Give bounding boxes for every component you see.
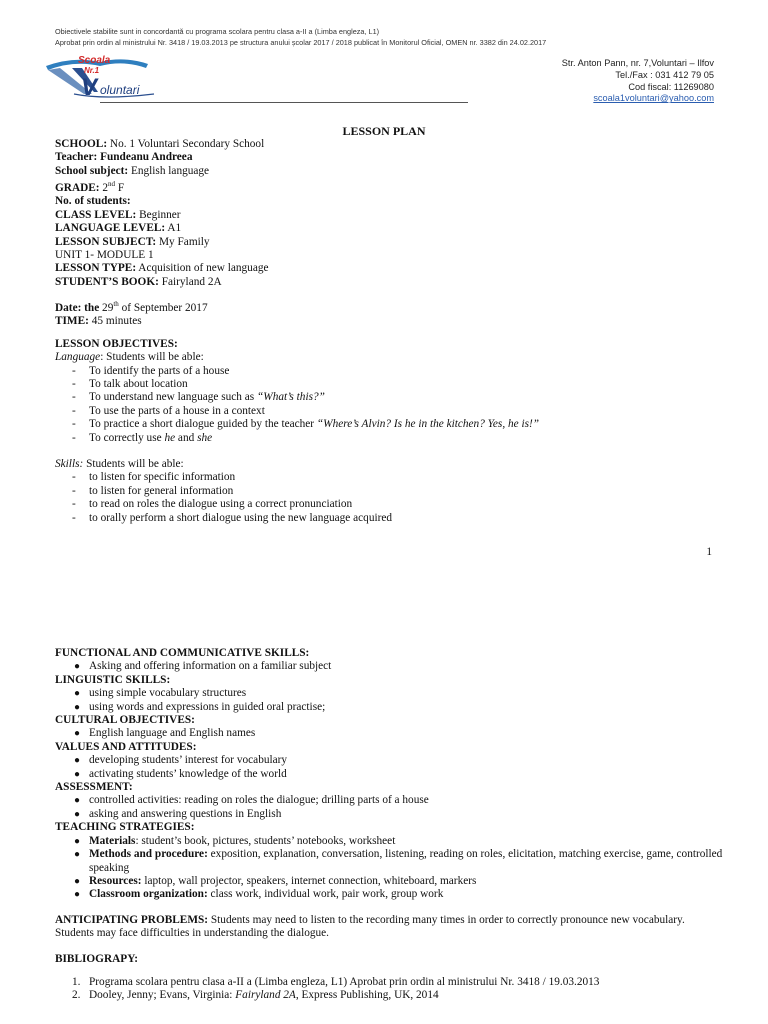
objectives-heading: LESSON OBJECTIVES: bbox=[55, 337, 178, 350]
values-heading: VALUES AND ATTITUDES: bbox=[55, 740, 197, 753]
list-item: 2. Dooley, Jenny; Evans, Virginia: Fairyland 2A, Express Publishing, UK, 2014 bbox=[72, 989, 439, 1002]
lesson-info-section bbox=[55, 138, 725, 525]
list-item: - to orally perform a short dialogue using the new language acquired bbox=[72, 511, 393, 524]
logo-scoala-text: Scoala bbox=[78, 55, 111, 66]
unit-line: UNIT 1- MODULE 1 bbox=[55, 249, 154, 262]
page-number: 1 bbox=[706, 546, 712, 558]
list-item: ● using simple vocabulary structures bbox=[74, 687, 247, 700]
list-item: - to listen for specific information bbox=[72, 471, 236, 484]
lesson-subject-line: LESSON SUBJECT: My Family bbox=[55, 235, 210, 248]
list-item: ● Asking and offering information on a familiar subject bbox=[74, 660, 332, 673]
list-item: - To talk about location bbox=[72, 378, 188, 391]
logo-voluntari-text: oluntari bbox=[100, 83, 140, 97]
grade-line: GRADE: 2nd F bbox=[55, 180, 125, 194]
list-item: ● English language and English names bbox=[74, 727, 256, 740]
list-item: ● asking and answering questions in English bbox=[74, 807, 282, 820]
list-item: - to read on roles the dialogue using a correct pronunciation bbox=[72, 498, 353, 511]
date-line: Date: the 29th of September 2017 bbox=[55, 300, 208, 314]
lesson-type-line: LESSON TYPE: Acquisition of new language bbox=[55, 262, 269, 275]
logo-v-letter: V bbox=[81, 74, 98, 101]
approval-note: Aprobat prin ordin al ministrului Nr. 3418 / 19.03.2013 pe structura anului școlar 2017 / 2018 publicat în Monitorul Oficial, OMEN nr. 3382 din 24.02.2017 bbox=[55, 38, 547, 47]
subject-line: School subject: English language bbox=[55, 164, 210, 177]
skills-section bbox=[55, 647, 725, 1003]
fiscal-code-line: Cod fiscal: 11269080 bbox=[628, 81, 714, 92]
list-item: ● controlled activities: reading on roles the dialogue; drilling parts of a house bbox=[74, 794, 429, 807]
header-divider bbox=[100, 102, 468, 103]
anticipating-problems: ANTICIPATING PROBLEMS: Students may need to listen to the recording many times in order to correctly pronounce new vocabulary. Students may face difficulties in understanding the dialogue. bbox=[55, 913, 685, 940]
teaching-heading: TEACHING STRATEGIES: bbox=[55, 821, 195, 834]
book-line: STUDENT’S BOOK: Fairyland 2A bbox=[55, 275, 222, 288]
list-item: ● developing students’ interest for vocabulary bbox=[74, 754, 288, 767]
address-line: Str. Anton Pann, nr. 7,Voluntari – Ilfov bbox=[561, 58, 714, 68]
curriculum-note: Obiectivele stabilite sunt in concordantă cu programa scolara pentru clasa a-II a (Limba engleza, L1) bbox=[55, 27, 380, 36]
list-item: - To identify the parts of a house bbox=[72, 364, 230, 377]
phone-line: Tel./Fax : 031 412 79 05 bbox=[615, 69, 714, 80]
email-link[interactable]: scoala1voluntari@yahoo.com bbox=[593, 93, 714, 104]
language-intro: Language: Students will be able: bbox=[55, 351, 204, 364]
list-item: ● Resources: laptop, wall projector, speakers, internet connection, whiteboard, markers bbox=[74, 874, 477, 887]
list-item: ● using words and expressions in guided oral practise; bbox=[74, 700, 326, 713]
teacher-line: Teacher: Fundeanu Andreea bbox=[55, 151, 193, 164]
list-item: - To practice a short dialogue guided by the teacher “Where’s Alvin? Is he in the kitchen? Yes, he is!” bbox=[72, 418, 540, 431]
list-item: - To use the parts of a house in a context bbox=[72, 404, 265, 417]
list-item: ● Materials: student’s book, pictures, students’ notebooks, worksheet bbox=[74, 834, 396, 847]
functional-heading: FUNCTIONAL AND COMMUNICATIVE SKILLS: bbox=[55, 647, 310, 659]
language-level-line: LANGUAGE LEVEL: A1 bbox=[55, 222, 182, 235]
time-line: TIME: 45 minutes bbox=[55, 315, 142, 328]
linguistic-heading: LINGUISTIC SKILLS: bbox=[55, 673, 171, 686]
bibliography-heading: BIBLIOGRAPY: bbox=[55, 952, 139, 965]
list-item: - To correctly use he and she bbox=[72, 431, 213, 444]
list-item: 1. Programa scolara pentru clasa a-II a (Limba engleza, L1) Aprobat prin ordin al ministrului Nr. 3418 / 19.03.2013 bbox=[72, 975, 600, 988]
logo-nr-text: Nr.1 bbox=[84, 66, 100, 75]
assessment-heading: ASSESSMENT: bbox=[55, 781, 133, 794]
list-item: ● activating students’ knowledge of the world bbox=[74, 767, 287, 780]
school-line: SCHOOL: No. 1 Voluntari Secondary School bbox=[55, 138, 265, 150]
list-item: ● Classroom organization: class work, individual work, pair work, group work bbox=[74, 888, 444, 901]
school-address-block bbox=[414, 58, 714, 105]
page-title: LESSON PLAN bbox=[342, 124, 426, 138]
skills-intro: Skills: Students will be able: bbox=[55, 458, 184, 471]
class-level-line: CLASS LEVEL: Beginner bbox=[55, 208, 181, 221]
cultural-heading: CULTURAL OBJECTIVES: bbox=[55, 714, 195, 727]
list-item: ● Methods and procedure: exposition, explanation, conversation, listening, reading on roles, elicitation, matching exercise, game, controlled speaking bbox=[74, 848, 723, 874]
students-line: No. of students: bbox=[55, 195, 131, 208]
list-item: - to listen for general information bbox=[72, 484, 234, 497]
school-logo bbox=[44, 54, 164, 104]
list-item: - To understand new language such as “What’s this?” bbox=[72, 391, 325, 404]
